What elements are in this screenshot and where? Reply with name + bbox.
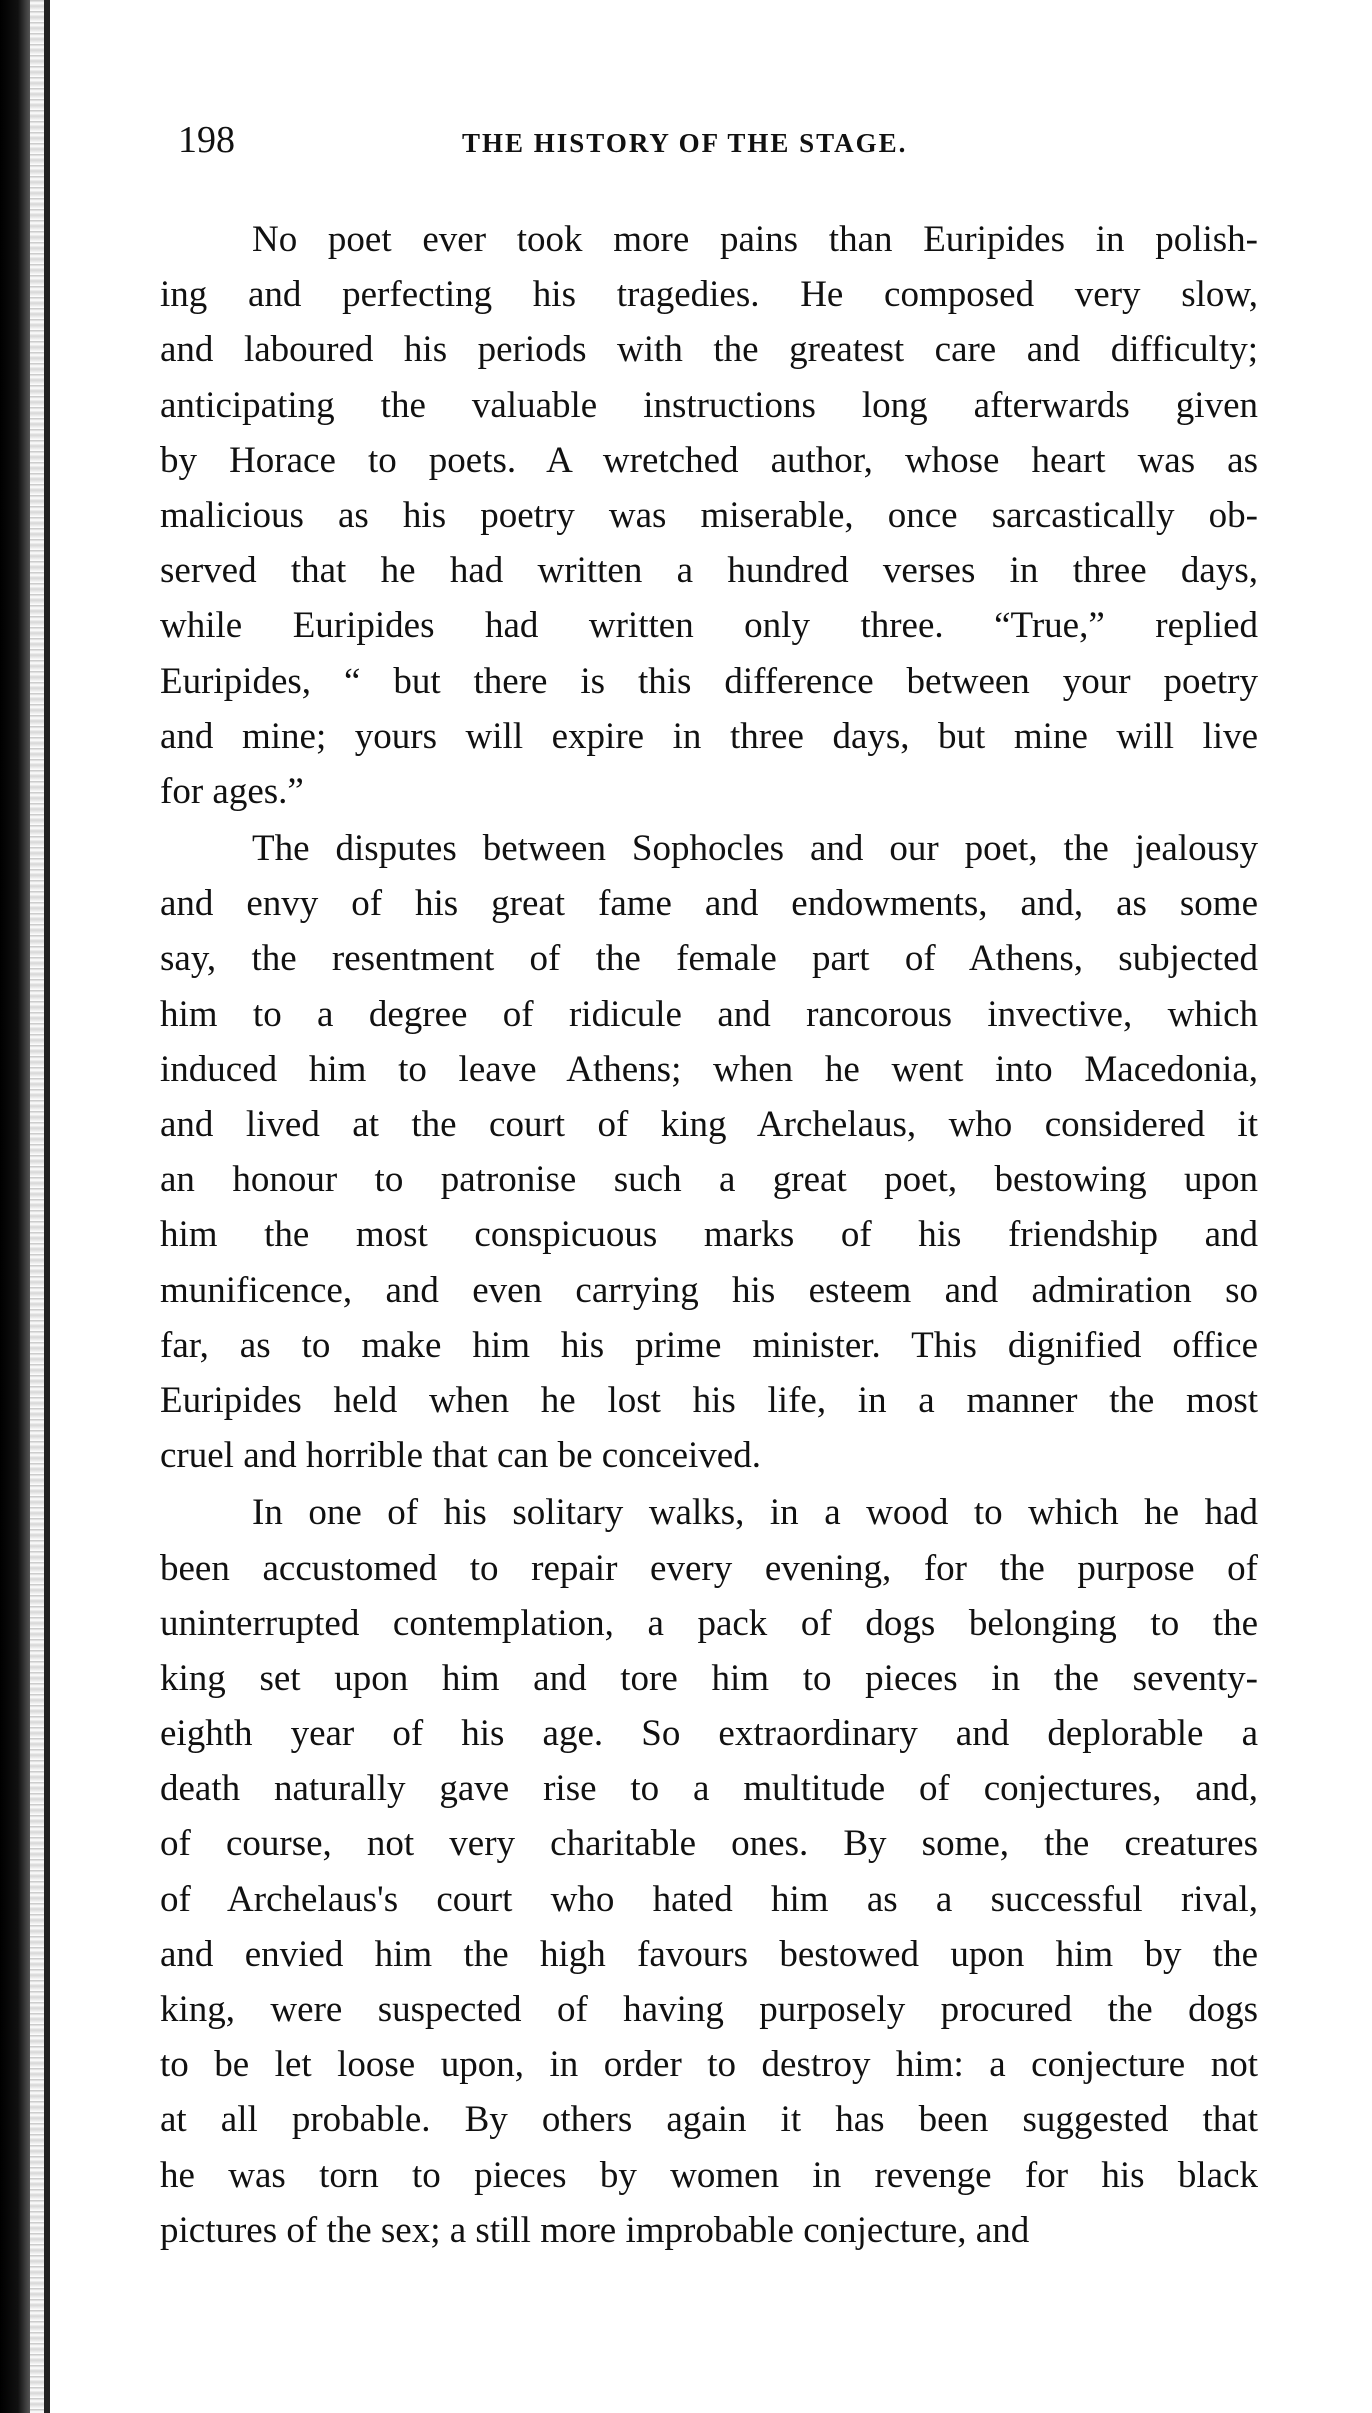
text-line: induced him to leave Athens; when he went into Macedonia, [160,1048,1258,1090]
scan-border-line [44,0,50,2413]
text-line: eighth year of his age. So extraordinary and deplorable a [160,1713,1258,1755]
text-line: Euripides held when he lost his life, in a manner the most [160,1379,1258,1421]
text-line: malicious as his poetry was miserable, once sarcastically ob- [160,494,1258,536]
scan-page-edges [30,0,44,2413]
text-line: No poet ever took more pains than Euripides in polish- [252,219,1258,260]
text-line: death naturally gave rise to a multitude of conjectures, and, [160,1768,1258,1810]
text-line: by Horace to poets. A wretched author, whose heart was as [160,439,1258,481]
text-line: say, the resentment of the female part of Athens, subjected [160,938,1258,980]
text-line: munificence, and even carrying his esteem and admiration so [160,1269,1258,1311]
text-line: Euripides, “ but there is this difference between your poetry [160,660,1258,702]
text-line: and envy of his great fame and endowments, and, as some [160,883,1258,925]
paragraph [160,1485,1258,2258]
body-text [160,212,1258,2260]
text-line: him the most conspicuous marks of his friendship and [160,1214,1258,1256]
text-line: The disputes between Sophocles and our poet, the jealousy [252,828,1258,870]
text-line: served that he had written a hundred verses in three days, [160,550,1258,592]
text-line: him to a degree of ridicule and rancorous invective, which [160,993,1258,1035]
text-line: while Euripides had written only three. “True,” replied [160,605,1258,647]
text-line: king set upon him and tore him to pieces in the seventy- [160,1657,1258,1699]
text-line: uninterrupted contemplation, a pack of dogs belonging to the [160,1602,1258,1644]
text-line: and laboured his periods with the greatest care and difficulty; [160,329,1258,371]
text-line: of Archelaus's court who hated him as a successful rival, [160,1878,1258,1920]
paragraph [160,212,1258,819]
text-line: anticipating the valuable instructions long afterwards given [160,384,1258,426]
scan-binding-edge [0,0,30,2413]
text-line: and lived at the court of king Archelaus, who considered it [160,1104,1258,1145]
page-number: 198 [178,119,235,161]
text-line: pictures of the sex; a still more improbable conjecture, and [160,2209,1030,2251]
text-line: at all probable. By others again it has been suggested that [160,2099,1258,2141]
running-title: THE HISTORY OF THE STAGE. [462,128,908,158]
paragraph [160,821,1258,1483]
text-line: and mine; yours will expire in three days, but mine will live [160,715,1258,757]
text-line: been accustomed to repair every evening, for the purpose of [160,1547,1258,1589]
text-line: far, as to make him his prime minister. This dignified office [160,1324,1258,1366]
text-line: an honour to patronise such a great poet, bestowing upon [160,1159,1258,1201]
text-line: king, were suspected of having purposely procured the dogs [160,1989,1258,2030]
text-line: to be let loose upon, in order to destroy him: a conjecture not [160,2044,1258,2086]
text-line: In one of his solitary walks, in a wood to which he had [252,1492,1258,1534]
text-line: and envied him the high favours bestowed upon him by the [160,1933,1258,1975]
text-line: for ages.” [160,770,304,812]
text-line: ing and perfecting his tragedies. He composed very slow, [160,274,1258,316]
text-line: of course, not very charitable ones. By some, the creatures [160,1823,1258,1865]
text-line: cruel and horrible that can be conceived. [160,1435,761,1477]
text-line: he was torn to pieces by women in revenge for his black [160,2154,1258,2196]
